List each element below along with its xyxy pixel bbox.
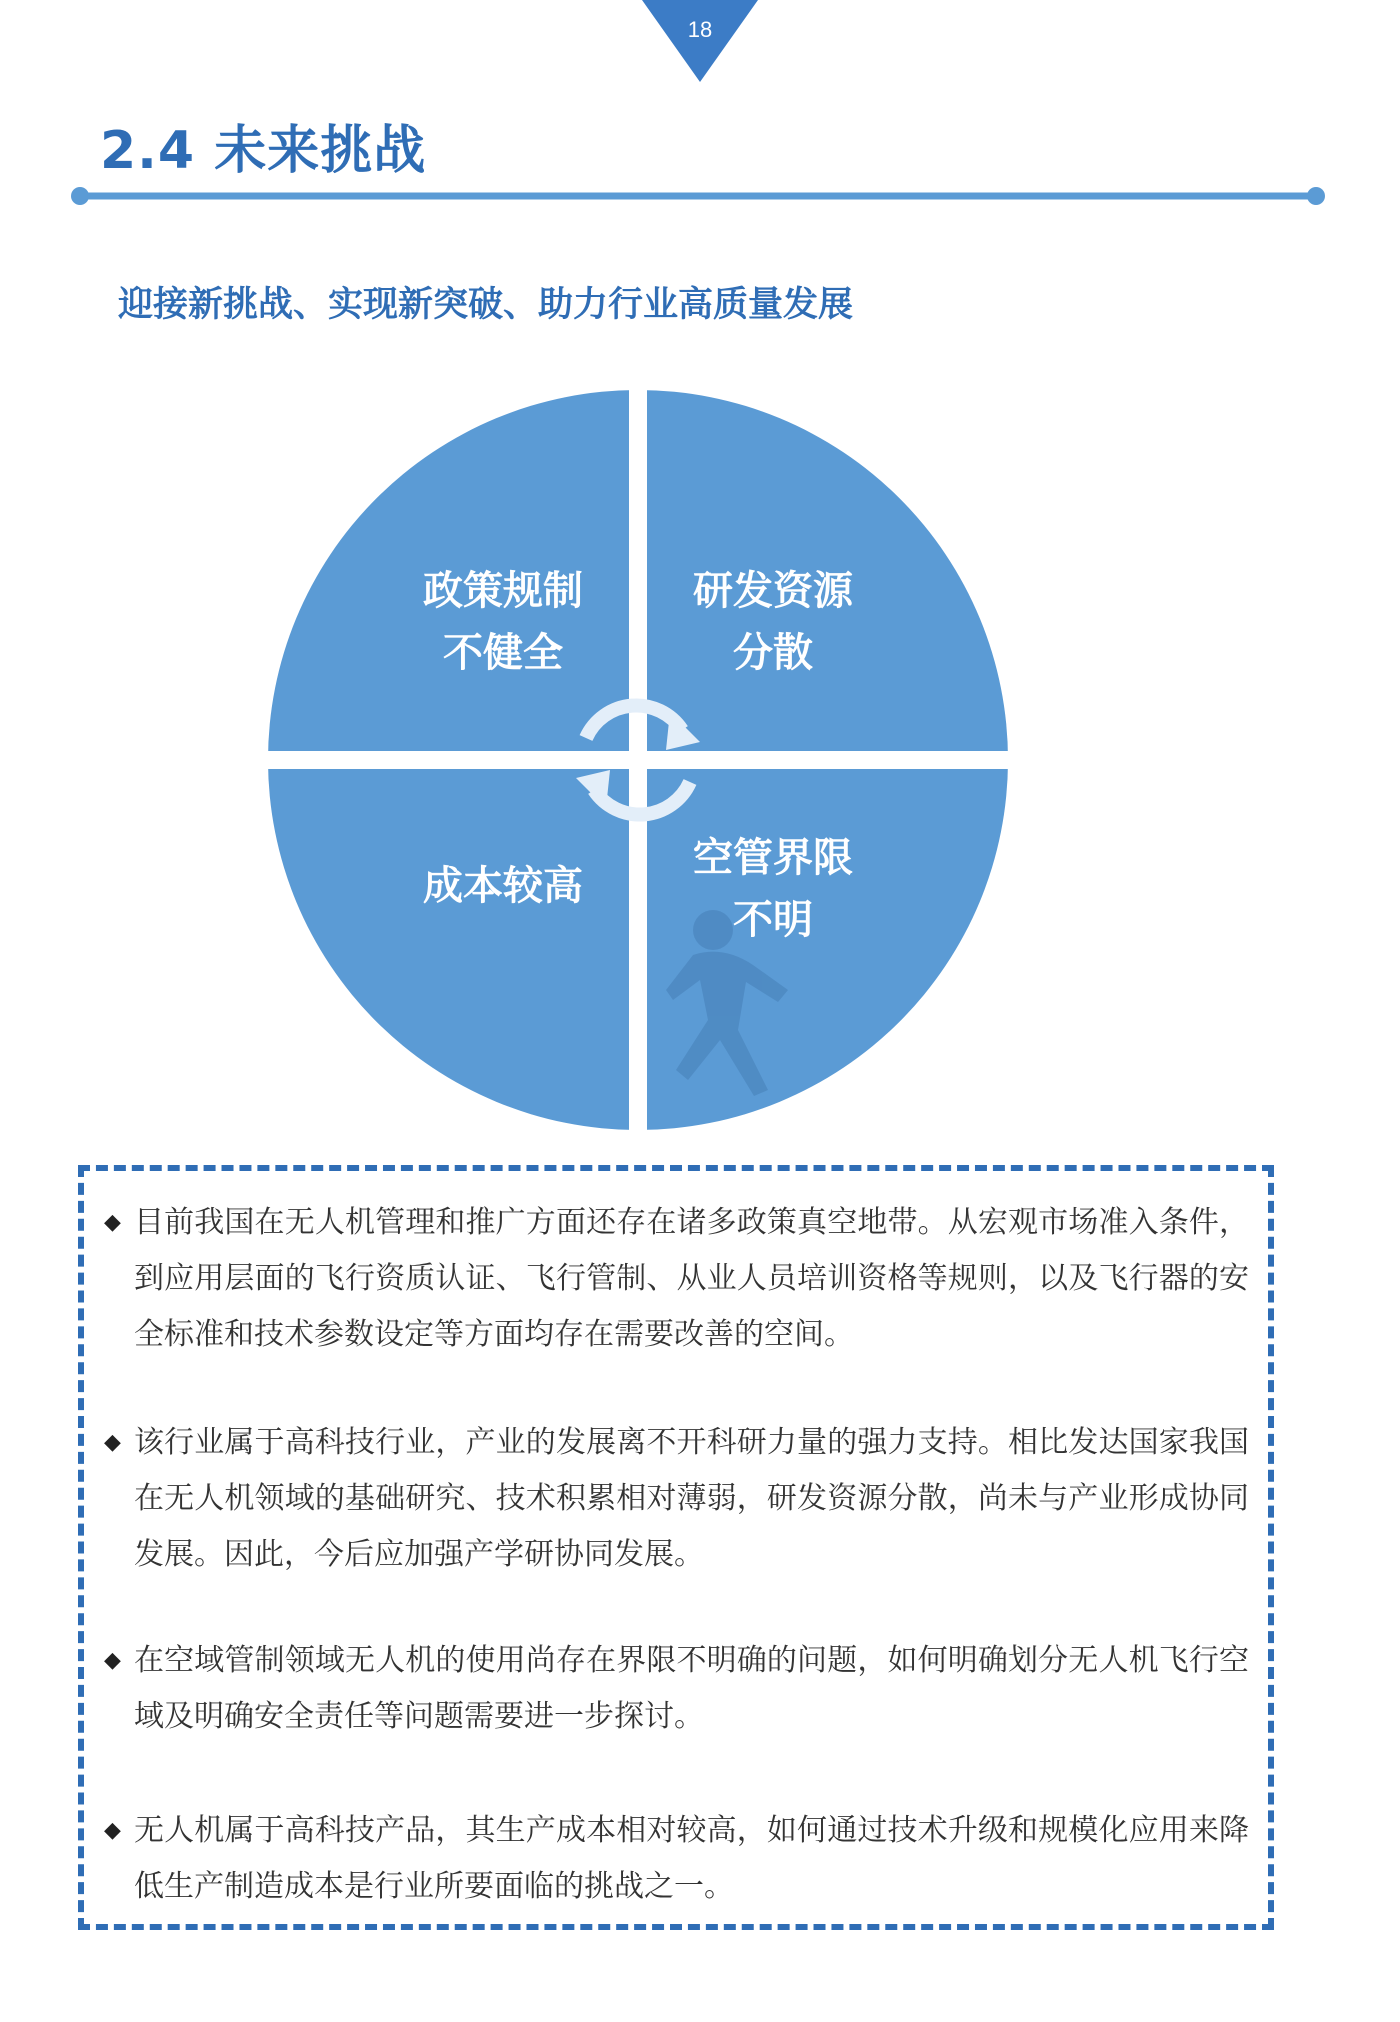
quadrant-circle [268,390,1008,1130]
page-number-badge [642,0,758,82]
challenge-text: 无人机属于高科技产品，其生产成本相对较高，如何通过技术升级和规模化应用来降低生产制造成本是行业所要面临的挑战之一。 [134,1813,1249,1904]
diamond-bullet-icon: ◆ [104,1430,121,1455]
challenge-quadrant-diagram [268,390,1008,1130]
quadrant-label-cost: 成本较高 [423,863,583,909]
section-subtitle: 迎接新挑战、实现新突破、助力行业高质量发展 [118,285,854,325]
challenge-item [104,1415,1249,1583]
page-number: 18 [687,17,713,42]
challenge-text: 该行业属于高科技行业，产业的发展离不开科研力量的强力支持。相比发达国家我国在无人机领域的基础研究、技术积累相对薄弱，研发资源分散，尚未与产业形成协同发展。因此，今后应加强产学研协同发展。 [134,1425,1249,1572]
quadrant-label-airspace: 空管界限 不明 [693,835,853,943]
diamond-bullet-icon: ◆ [104,1818,121,1843]
quadrant-label-policy: 政策规制 不健全 [423,568,583,676]
challenge-item [104,1803,1249,1915]
quadrant-label-rnd: 研发资源 分散 [693,568,853,676]
section-title: 2.4 未来挑战 [100,121,427,181]
diamond-bullet-icon: ◆ [104,1648,121,1673]
challenge-text: 在空域管制领域无人机的使用尚存在界限不明确的问题，如何明确划分无人机飞行空域及明确安全责任等问题需要进一步探讨。 [134,1643,1249,1734]
challenges-box [78,1165,1274,1930]
challenge-text: 目前我国在无人机管理和推广方面还存在诸多政策真空地带。从宏观市场准入条件，到应用层面的飞行资质认证、飞行管制、从业人员培训资格等规则，以及飞行器的安全标准和技术参数设定等方面均存在需要改善的空间。 [134,1205,1249,1352]
challenge-item [104,1633,1249,1745]
challenge-item [104,1195,1249,1363]
title-divider [68,184,1328,208]
diamond-bullet-icon: ◆ [104,1210,121,1235]
quadrant-bottom-left [268,769,629,1130]
